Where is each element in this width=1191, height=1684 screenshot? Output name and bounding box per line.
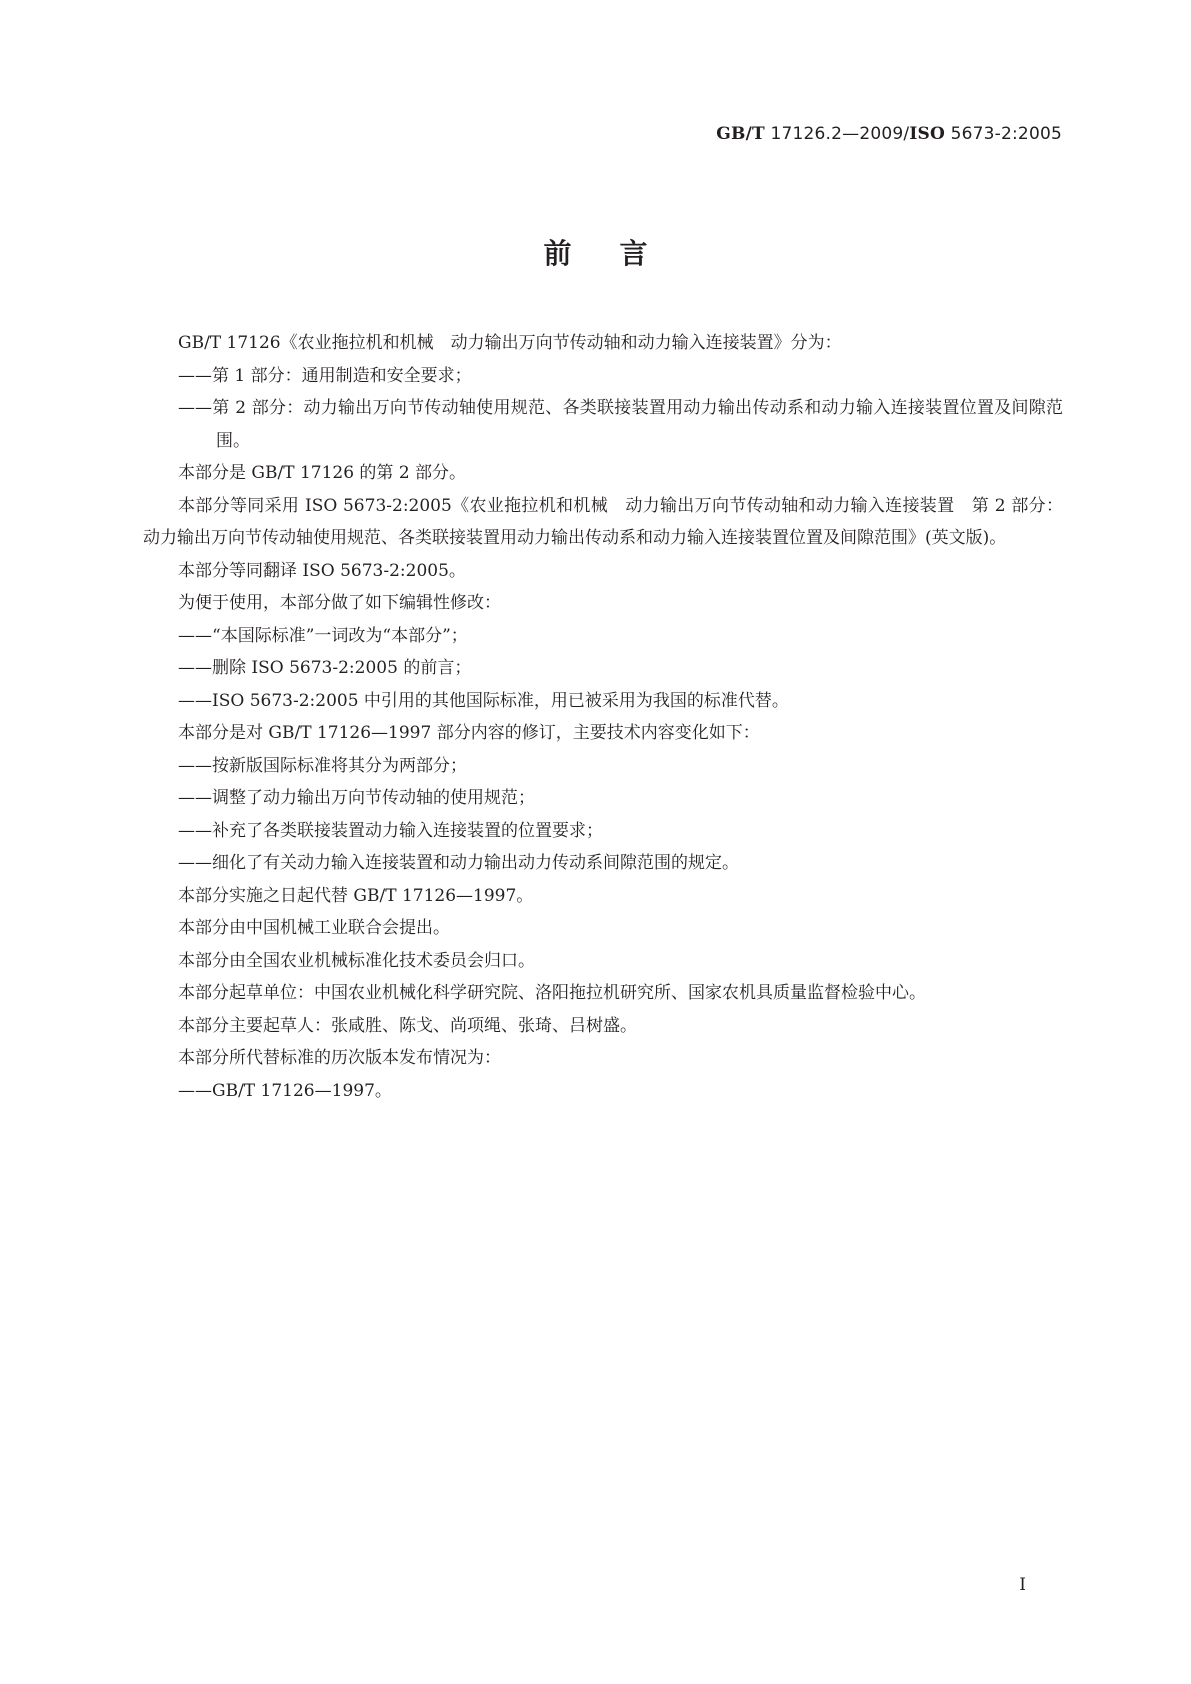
list-item: ——ISO 5673-2:2005 中引用的其他国际标准，用已被采用为我国的标准代替。 bbox=[178, 690, 789, 711]
paragraph: 为便于使用，本部分做了如下编辑性修改： bbox=[178, 593, 501, 613]
paragraph: 本部分主要起草人：张咸胜、陈戈、尚项绳、张琦、吕树盛。 bbox=[178, 1015, 637, 1036]
page-title: 前言 bbox=[543, 237, 696, 270]
standard-prefix: GB/T bbox=[716, 124, 765, 144]
paragraph: 本部分由中国机械工业联合会提出。 bbox=[178, 918, 450, 938]
paragraph: GB/T 17126《农业拖拉机和机械 动力输出万向节传动轴和动力输入连接装置》分为： bbox=[178, 333, 842, 353]
list-item: ——“本国际标准”一词改为“本部分”； bbox=[178, 625, 468, 646]
paragraph: 本部分起草单位：中国农业机械化科学研究院、洛阳拖拉机研究所、国家农机具质量监督检验中心。 bbox=[178, 983, 926, 1003]
list-item: ——按新版国际标准将其分为两部分； bbox=[178, 755, 467, 776]
list-item: ——GB/T 17126—1997。 bbox=[178, 1080, 392, 1101]
list-item: ——调整了动力输出万向节传动轴的使用规范； bbox=[178, 788, 535, 808]
standard-number-header bbox=[716, 124, 1062, 144]
list-item: ——细化了有关动力输入连接装置和动力输出动力传动系间隙范围的规定。 bbox=[178, 853, 739, 873]
paragraph: 本部分是对 GB/T 17126—1997 部分内容的修订，主要技术内容变化如下： bbox=[178, 723, 760, 743]
standard-number: 17126.2—2009/ bbox=[764, 124, 910, 144]
list-item: ——删除 ISO 5673-2:2005 的前言； bbox=[178, 658, 472, 678]
page-number: I bbox=[1019, 1575, 1026, 1595]
list-item: ——第 1 部分：通用制造和安全要求； bbox=[178, 365, 472, 386]
paragraph: 本部分等同翻译 ISO 5673-2:2005。 bbox=[178, 560, 466, 581]
paragraph: 本部分由全国农业机械标准化技术委员会归口。 bbox=[178, 950, 535, 971]
paragraph: 本部分是 GB/T 17126 的第 2 部分。 bbox=[178, 463, 467, 483]
foreword-body bbox=[143, 327, 1063, 1107]
paragraph: 本部分实施之日起代替 GB/T 17126—1997。 bbox=[178, 885, 534, 906]
list-item: ——补充了各类联接装置动力输入连接装置的位置要求； bbox=[178, 820, 603, 841]
list-item: ——第 2 部分：动力输出万向节传动轴使用规范、各类联接装置用动力输出传动系和动力输入连接装置位置及间隙范围。 bbox=[178, 398, 1063, 451]
iso-number: 5673-2:2005 bbox=[944, 124, 1062, 144]
paragraph: 本部分所代替标准的历次版本发布情况为： bbox=[178, 1048, 501, 1068]
paragraph: 本部分等同采用 ISO 5673-2:2005《农业拖拉机和机械 动力输出万向节传动轴和动力输入连接装置 第 2 部分：动力输出万向节传动轴使用规范、各类联接装置用动力输出传动系和动力输入连接装置位置及间隙范围》(英文版)。 bbox=[143, 495, 1063, 548]
iso-prefix: ISO bbox=[909, 124, 945, 144]
